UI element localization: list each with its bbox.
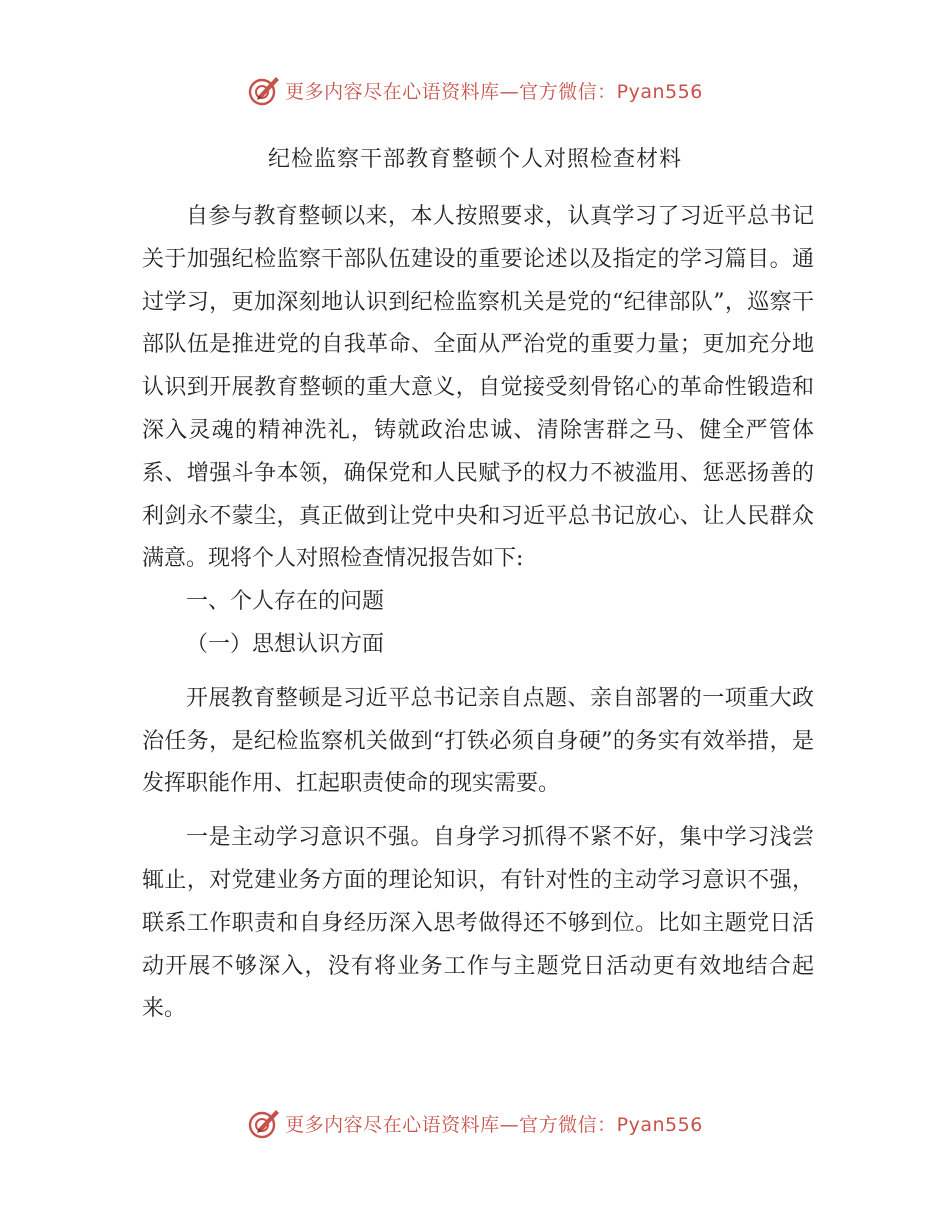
pen-logo-icon: [247, 73, 281, 107]
paragraph: 一是主动学习意识不强。自身学习抓得不紧不好，集中学习浅尝辄止，对党建业务方面的理论知识，有针对性的主动学习意识不强，联系工作职责和自身经历深入思考做得还不够到位。比如主题党日活动开展不够深入，没有将业务工作与主题党日活动更有效地结合起来。: [142, 825, 814, 1022]
section-heading: 一、个人存在的问题: [186, 589, 385, 615]
subsection-heading: （一）思想认识方面: [186, 631, 385, 657]
header-banner: [0, 70, 950, 110]
paragraph: 开展教育整顿是习近平总书记亲自点题、亲自部署的一项重大政治任务，是纪检监察机关做到“打铁必须自身硬”的务实有效举措，是发挥职能作用、扛起职责使命的现实需要。: [142, 685, 814, 797]
document-body: [142, 196, 814, 1031]
pen-logo-icon: [247, 1106, 281, 1140]
banner-text: 更多内容尽在心语资料库—官方微信：Pyan556: [285, 1113, 703, 1136]
document-title: 纪检监察干部教育整顿个人对照检查材料: [267, 147, 682, 172]
intro-paragraph: 自参与教育整顿以来，本人按照要求，认真学习了习近平总书记关于加强纪检监察干部队伍建设的重要论述以及指定的学习篇目。通过学习，更加深刻地认识到纪检监察机关是党的“纪律部队”，巡察干部队伍是推进党的自我革命、全面从严治党的重要力量；更加充分地认识到开展教育整顿的重大意义，自觉接受刻骨铭心的革命性锻造和深入灵魂的精神洗礼，铸就政治忠诚、清除害群之马、健全严管体系、增强斗争本领，确保党和人民赋予的权力不被滥用、惩恶扬善的利剑永不蒙尘，真正做到让党中央和习近平总书记放心、让人民群众满意。现将个人对照检查情况报告如下:: [142, 204, 814, 572]
footer-banner: [0, 1103, 950, 1143]
banner-text: 更多内容尽在心语资料库—官方微信：Pyan556: [285, 80, 703, 103]
